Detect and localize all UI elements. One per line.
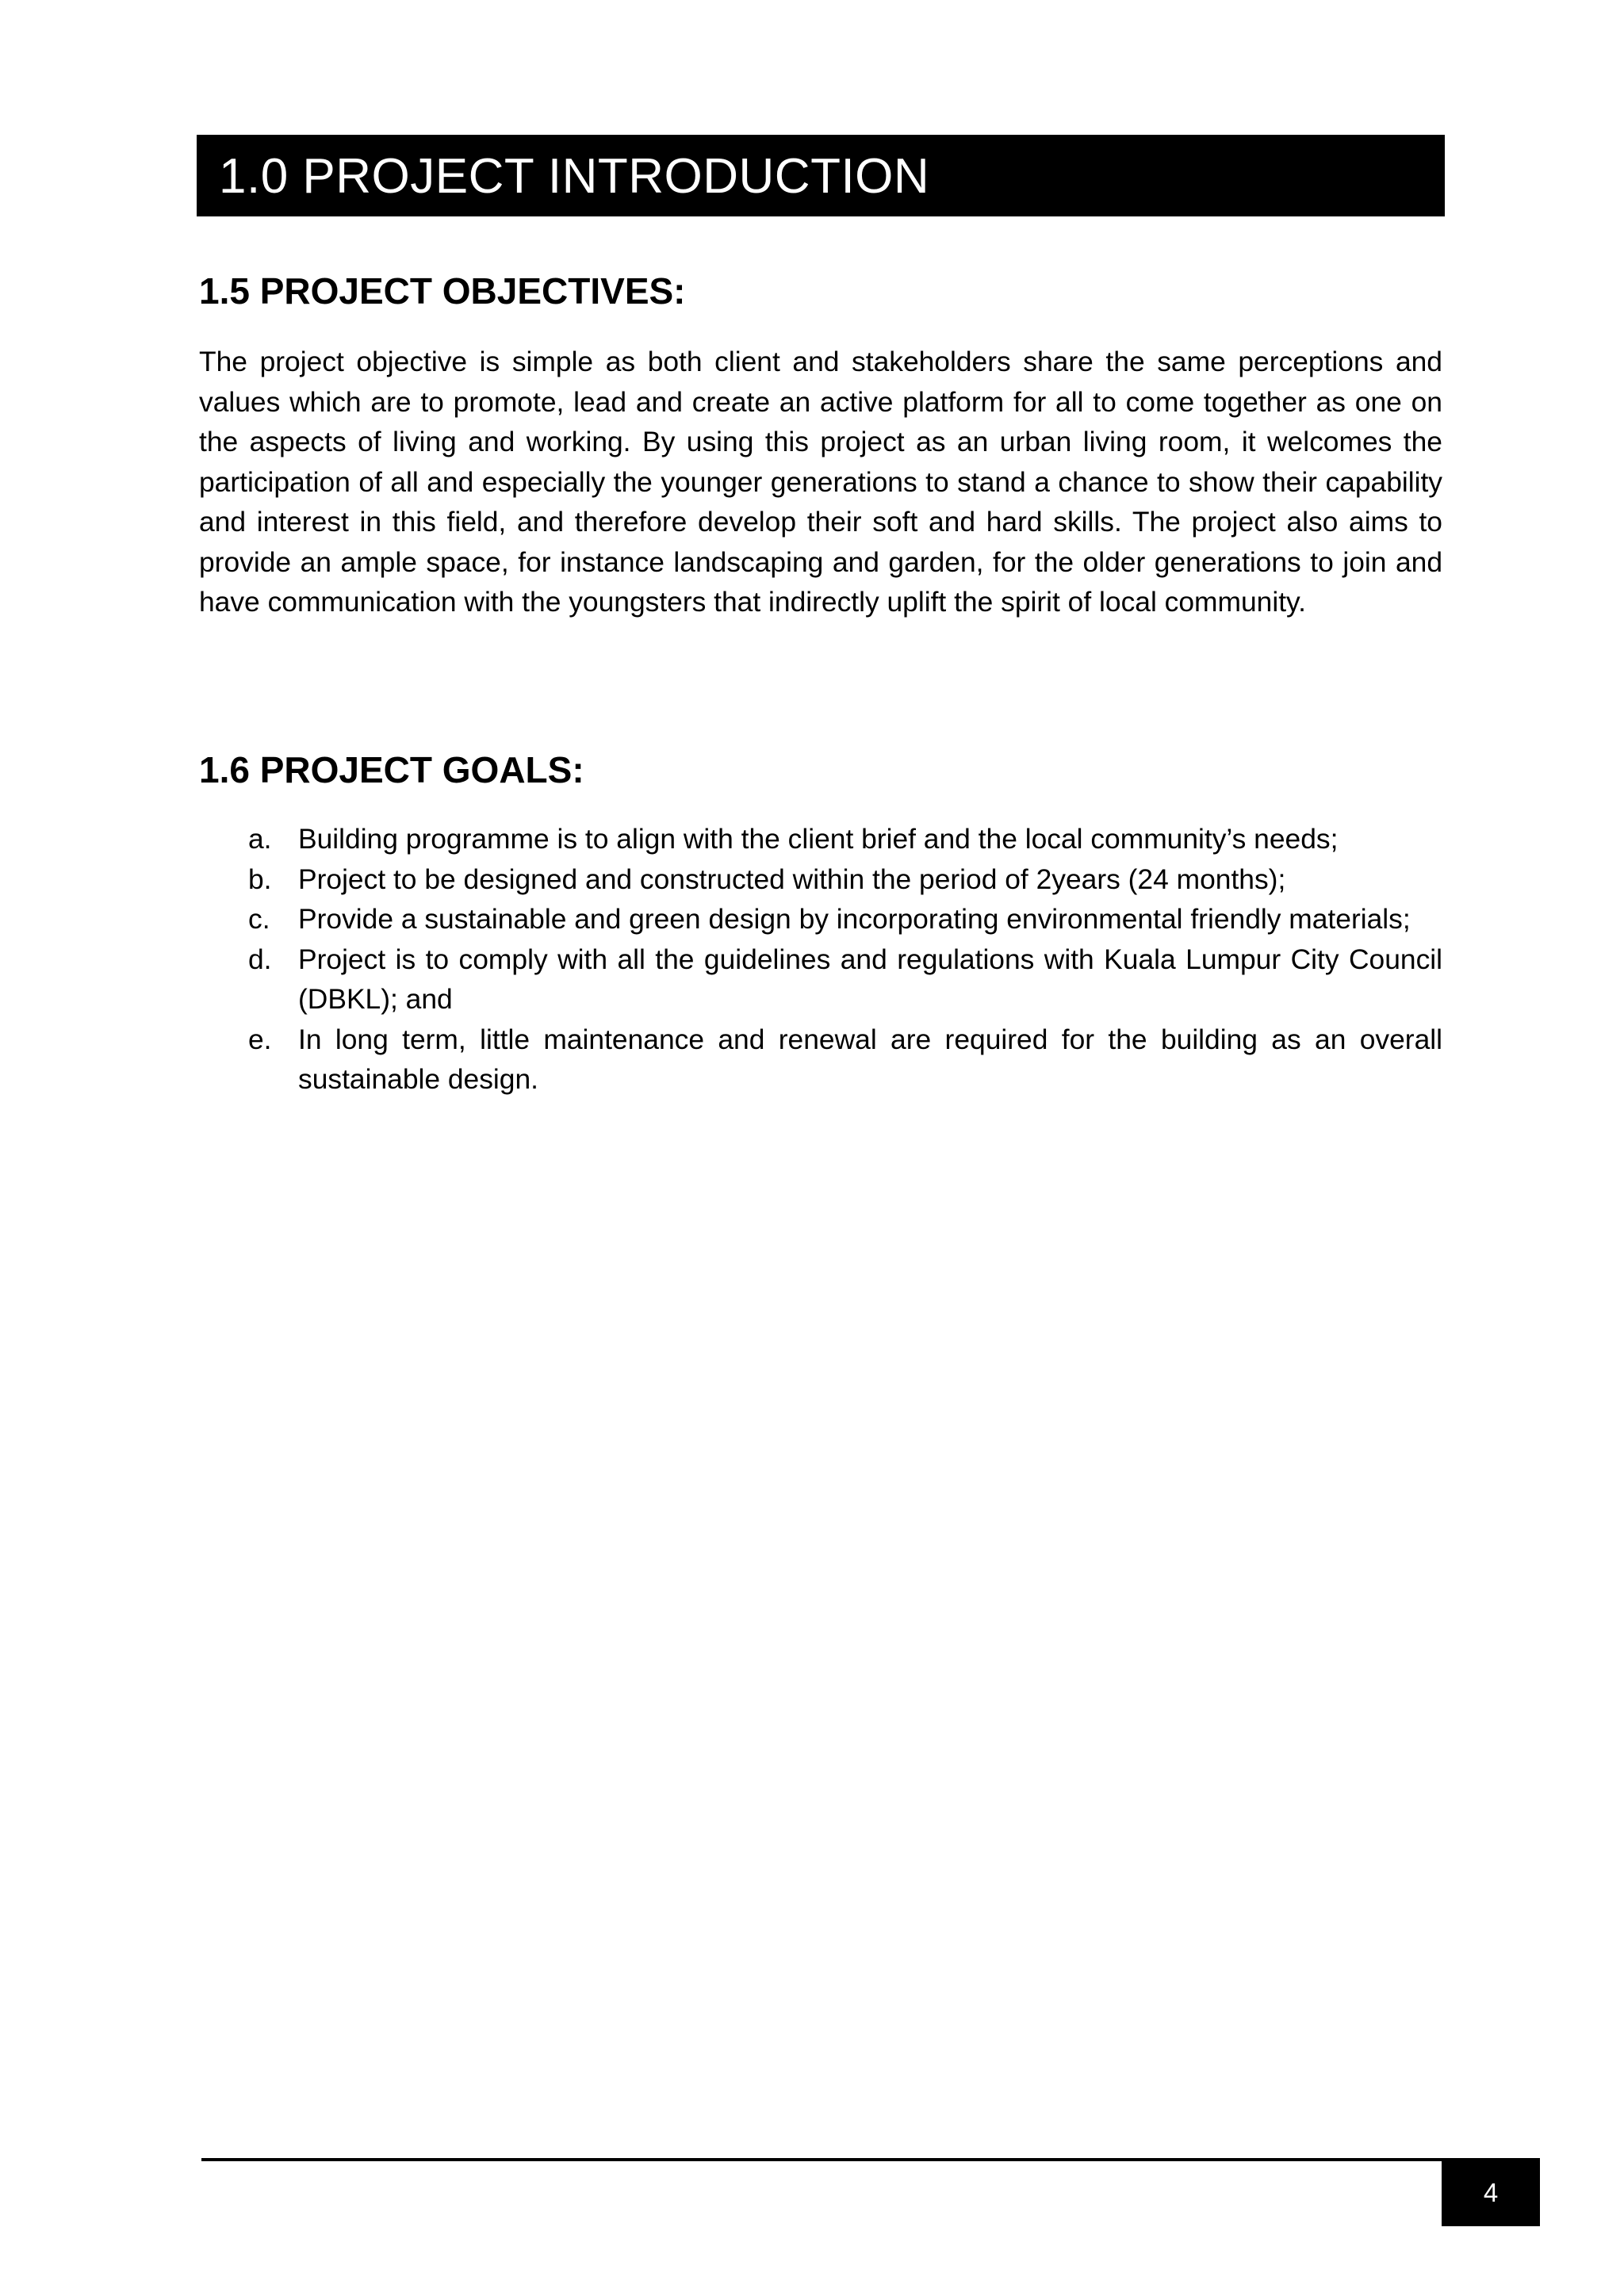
goal-text: Provide a sustainable and green design by incorporating environmental friendly materials; (298, 903, 1411, 935)
chapter-banner (197, 135, 1445, 216)
objectives-paragraph: The project objective is simple as both client and stakeholders share the same perceptions and values which are to promote, lead and create an active platform for all to come together as one on the aspects of living and working. By using this project as an urban living room, it welcomes the participation of all and especially the younger generations to stand a chance to show their capability and interest in this field, and therefore develop their soft and hard skills. The project also aims to provide an ample space, for instance landscaping and garden, for the older generations to join and have communication with the youngsters that indirectly uplift the spirit of local community. (199, 346, 1442, 618)
goal-item-b (199, 859, 1442, 900)
objectives-heading: 1.5 PROJECT OBJECTIVES: (199, 270, 686, 312)
goal-text: Project is to comply with all the guidelines and regulations with Kuala Lumpur City Council (DBKL); and (298, 943, 1442, 1015)
chapter-title: 1.0 PROJECT INTRODUCTION (219, 148, 930, 204)
goal-text: Project to be designed and constructed within the period of 2years (24 months); (298, 863, 1286, 895)
footer-rule (201, 2158, 1486, 2161)
goal-item-a (199, 819, 1442, 859)
goal-marker: d. (248, 943, 272, 975)
goals-list (199, 819, 1442, 1100)
goal-item-c (199, 899, 1442, 939)
goal-text: In long term, little maintenance and renewal are required for the building as an overall sustainable design. (298, 1023, 1442, 1095)
goal-marker: c. (248, 903, 270, 935)
goal-marker: e. (248, 1023, 272, 1055)
goal-marker: b. (248, 863, 272, 895)
goal-marker: a. (248, 823, 272, 855)
page-number-box (1442, 2158, 1540, 2226)
goals-heading: 1.6 PROJECT GOALS: (199, 749, 584, 790)
page-number: 4 (1483, 2177, 1499, 2207)
goal-item-e (199, 1020, 1442, 1100)
goal-text: Building programme is to align with the client brief and the local community’s needs; (298, 823, 1339, 855)
goal-item-d (199, 939, 1442, 1020)
